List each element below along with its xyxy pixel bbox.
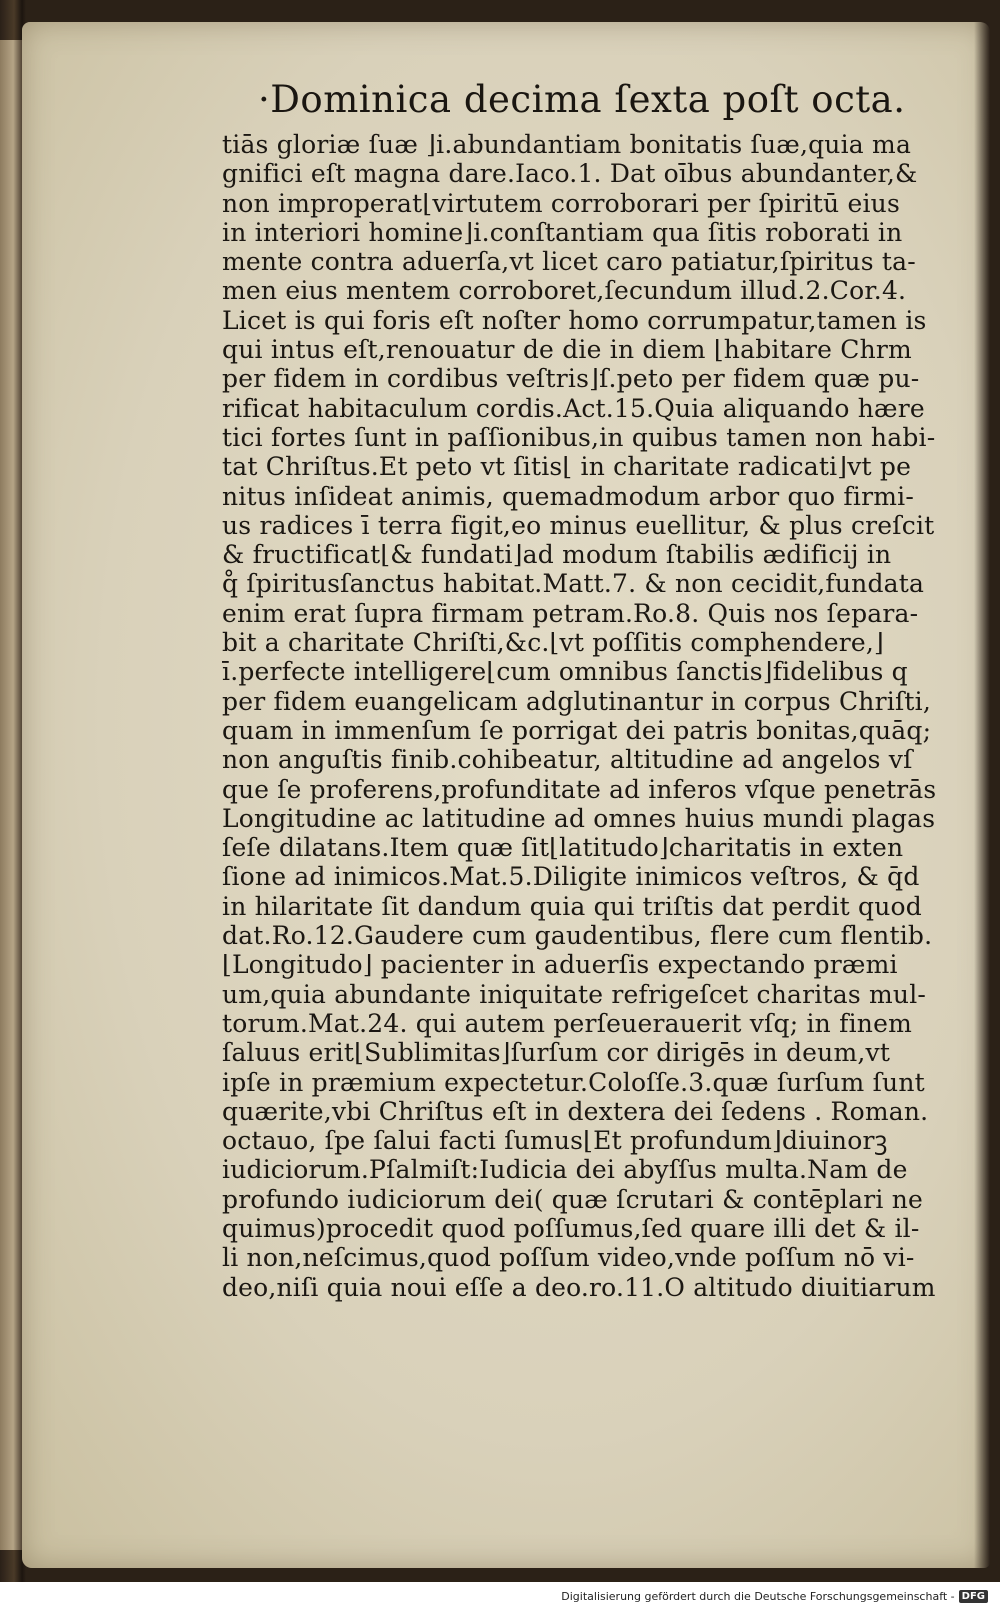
digitization-credit bbox=[561, 1590, 988, 1603]
text-line: bit a charitate Chriſti,&c.⌊vt poſſitis comphendere,⌋ bbox=[222, 628, 885, 658]
text-line: mente contra aduerſa,vt licet caro patiatur,ſpiritus ta- bbox=[222, 247, 916, 277]
text-line: Licet is qui foris eſt noſter homo corrumpatur,tamen is bbox=[222, 305, 927, 335]
text-line: rificat habitaculum cordis.Act.15.Quia aliquando hære bbox=[222, 393, 925, 423]
text-line: tiās gloriæ ſuæ ⌋i.abundantiam bonitatis ſuæ,quia ma bbox=[222, 130, 912, 159]
text-line: non improperat⌊virtutem corroborari per ſpiritū eius bbox=[222, 188, 900, 218]
text-line: nitus inſideat animis, quemadmodum arbor quo firmi- bbox=[222, 481, 914, 511]
text-line: in interiori homine⌋i.conſtantiam qua ſitis roborati in bbox=[222, 217, 903, 247]
text-line: dat.Ro.12.Gaudere cum gaudentibus, flere cum flentib. bbox=[222, 921, 933, 951]
body-text bbox=[222, 130, 942, 1302]
facing-page-edge bbox=[0, 40, 24, 1550]
text-line: iudiciorum.Pſalmiſt:Iudicia dei abyſſus multa.Nam de bbox=[222, 1155, 908, 1185]
text-line: profundo iudiciorum dei( quæ ſcrutari & contēplari ne bbox=[222, 1184, 923, 1214]
text-line: us radices ī terra figit,eo minus euellitur, & plus creſcit bbox=[222, 510, 935, 540]
text-line: gnifici eſt magna dare.Iaco.1. Dat oībus abundanter,& bbox=[222, 159, 918, 189]
running-title: ·Dominica decima ſexta poſt octa. bbox=[258, 78, 906, 121]
text-line: q̊ ſpiritusſanctus habitat.Matt.7. & non cecidit,fundata bbox=[222, 569, 925, 599]
text-line: non anguſtis finib.cohibeatur, altitudine ad angelos vſ bbox=[222, 745, 913, 775]
text-line: torum.Mat.24. qui autem perſeuerauerit vſq; in finem bbox=[222, 1008, 912, 1038]
dfg-logo: DFG bbox=[959, 1590, 988, 1603]
text-line: ſeſe dilatans.Item quæ ſit⌊latitudo⌋charitatis in exten bbox=[222, 833, 904, 863]
text-line: tici fortes ſunt in paſſionibus,in quibus tamen non habi- bbox=[222, 422, 936, 452]
text-line: ſaluus erit⌊Sublimitas⌋ſurſum cor dirigēs in deum,vt bbox=[222, 1038, 891, 1068]
text-line: men eius mentem corroboret,ſecundum illud.2.Cor.4. bbox=[222, 276, 907, 306]
text-line: um,quia abundante iniquitate refrigeſcet charitas mul- bbox=[222, 979, 927, 1009]
text-line: ī.perfecte intelligere⌊cum omnibus ſanctis⌋fidelibus q bbox=[222, 657, 908, 687]
text-line: ſione ad inimicos.Mat.5.Diligite inimicos veſtros, & q̄d bbox=[222, 862, 920, 892]
text-line: Longitudine ac latitudine ad omnes huius mundi plagas bbox=[222, 803, 936, 833]
text-line: li non,neſcimus,quod poſſum video,vnde poſſum nō vi- bbox=[222, 1243, 915, 1273]
text-line: octauo, ſpe ſalui facti ſumus⌊Et profundum⌋diuinorꝫ bbox=[222, 1126, 888, 1156]
text-line: deo,niſi quia noui eſſe a deo.ro.11.O altitudo diuitiarum bbox=[222, 1272, 936, 1302]
page-edge-shadow bbox=[974, 22, 990, 1568]
text-line: que ſe proferens,profunditate ad inferos vſque penetrās bbox=[222, 774, 937, 804]
text-line: per fidem euangelicam adglutinantur in corpus Chriſti, bbox=[222, 686, 931, 716]
text-line: in hilaritate ſit dandum quia qui triſtis dat perdit quod bbox=[222, 891, 922, 921]
text-line: ipſe in præmium expectetur.Coloſſe.3.quæ ſurſum ſunt bbox=[222, 1067, 925, 1097]
text-line: enim erat ſupra firmam petram.Ro.8. Quis nos ſepara- bbox=[222, 598, 919, 628]
text-line: quam in immenſum ſe porrigat dei patris bonitas,quāq; bbox=[222, 715, 932, 745]
text-line: tat Chriſtus.Et peto vt ſitis⌊ in charitate radicati⌋vt pe bbox=[222, 452, 912, 482]
text-line: & fructificat⌊& fundati⌋ad modum ſtabilis ædificij in bbox=[222, 540, 892, 570]
text-line: quimus)procedit quod poſſumus,ſed quare illi det & il- bbox=[222, 1213, 920, 1243]
text-line: qui intus eſt,renouatur de die in diem ⌊habitare Chrm bbox=[222, 335, 912, 365]
text-line: per fidem in cordibus veſtris⌋ſ.peto per fidem quæ pu- bbox=[222, 364, 920, 394]
text-line: quærite,vbi Chriſtus eſt in dextera dei ſedens . Roman. bbox=[222, 1096, 929, 1126]
text-line: ⌊Longitudo⌋ pacienter in aduerſis expectando præmi bbox=[222, 950, 898, 980]
credit-text: Digitalisierung gefördert durch die Deutsche Forschungsgemeinschaft - bbox=[561, 1590, 955, 1603]
